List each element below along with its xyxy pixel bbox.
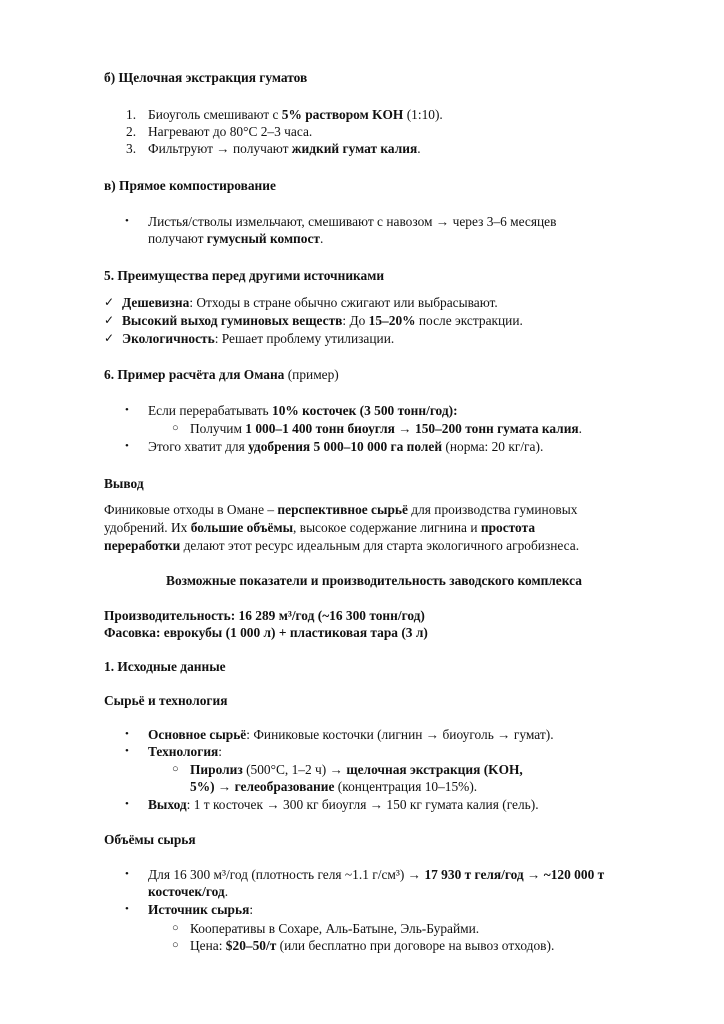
section-b-heading: б) Щелочная экстракция гуматов — [104, 70, 308, 85]
raw-bullet-1: Основное сырьё: Финиковые косточки (лигнин → биоуголь → гумат). — [148, 727, 554, 742]
bullet-icon: • — [125, 903, 129, 915]
circle-bullet-icon: ○ — [172, 922, 179, 934]
volume-bullet-1: Для 16 300 м³/год (плотность геля ~1.1 г/см³) → 17 930 т геля/год → ~120 000 т — [148, 867, 605, 882]
raw-bullet-2: Технология: — [148, 744, 223, 759]
circle-bullet-icon: ○ — [172, 422, 179, 434]
check-icon: ✓ — [104, 313, 115, 327]
compost-line-1: Листья/стволы измельчают, смешивают с навозом → через 3–6 месяцев — [148, 214, 557, 229]
check-icon: ✓ — [104, 295, 115, 309]
bullet-icon: • — [125, 728, 129, 740]
source-sub-2: Цена: $20–50/т (или бесплатно при договоре на вывоз отходов). — [190, 938, 555, 953]
compost-line-2: получают гумусный компост. — [148, 231, 324, 246]
step-2: Нагревают до 80°C 2–3 часа. — [148, 124, 313, 139]
step-1: Биоуголь смешивают с 5% раствором KOH (1:10). — [148, 107, 443, 122]
circle-bullet-icon: ○ — [172, 763, 179, 775]
section-6-heading: 6. Пример расчёта для Омана (пример) — [104, 367, 339, 382]
plant-title: Возможные показатели и производительность заводского комплекса — [166, 573, 582, 588]
step-number: 1. — [126, 107, 137, 122]
section-5-heading: 5. Преимущества перед другими источниками — [104, 268, 385, 283]
calc-bullet-2: Этого хватит для удобрения 5 000–10 000 га полей (норма: 20 кг/га). — [148, 439, 544, 454]
bullet-icon: • — [125, 404, 129, 416]
volume-bullet-1-cont: косточек/год. — [148, 884, 229, 899]
productivity-line: Производительность: 16 289 м³/год (~16 300 тонн/год) — [104, 608, 425, 623]
bullet-icon: • — [125, 798, 129, 810]
raw-tech-heading: Сырьё и технология — [104, 693, 228, 708]
initial-data-heading: 1. Исходные данные — [104, 659, 226, 674]
section-v-heading: в) Прямое компостирование — [104, 178, 276, 193]
bullet-icon: • — [125, 215, 129, 227]
calc-sub-bullet: Получим 1 000–1 400 тонн биоугля → 150–200 тонн гумата калия. — [190, 421, 583, 436]
step-3: Фильтруют → получают жидкий гумат калия. — [148, 141, 421, 156]
conclusion-line-2: удобрений. Их большие объёмы, высокое содержание лигнина и простота — [104, 520, 536, 535]
conclusion-line-3: переработки делают этот ресурс идеальным для старта экологичного агробизнеса. — [104, 538, 580, 553]
volume-bullet-2: Источник сырья: — [148, 902, 254, 917]
source-sub-1: Кооперативы в Сохаре, Аль-Батыне, Эль-Бурайми. — [190, 921, 480, 936]
bullet-icon: • — [125, 745, 129, 757]
conclusion-line-1: Финиковые отходы в Омане – перспективное сырьё для производства гуминовых — [104, 502, 578, 517]
bullet-icon: • — [125, 440, 129, 452]
raw-sub-line-1: Пиролиз (500°C, 1–2 ч) → щелочная экстракция (KOH, — [190, 762, 523, 777]
advantage-item: Дешевизна: Отходы в стране обычно сжигают или выбрасывают. — [122, 295, 498, 310]
circle-bullet-icon: ○ — [172, 939, 179, 951]
volumes-heading: Объёмы сырья — [104, 832, 196, 847]
packaging-line: Фасовка: еврокубы (1 000 л) + пластиковая тара (3 л) — [104, 625, 428, 640]
conclusion-heading: Вывод — [104, 476, 144, 491]
step-number: 2. — [126, 124, 137, 139]
advantage-item: Экологичность: Решает проблему утилизации. — [122, 331, 395, 346]
check-icon: ✓ — [104, 331, 115, 345]
calc-bullet-1: Если перерабатывать 10% косточек (3 500 тонн/год): — [148, 403, 458, 418]
raw-bullet-3: Выход: 1 т косточек → 300 кг биоугля → 150 кг гумата калия (гель). — [148, 797, 539, 812]
raw-sub-line-2: 5%) → гелеобразование (концентрация 10–15%). — [190, 779, 478, 794]
step-number: 3. — [126, 141, 137, 156]
advantage-item: Высокий выход гуминовых веществ: До 15–20% после экстракции. — [122, 313, 523, 328]
bullet-icon: • — [125, 868, 129, 880]
